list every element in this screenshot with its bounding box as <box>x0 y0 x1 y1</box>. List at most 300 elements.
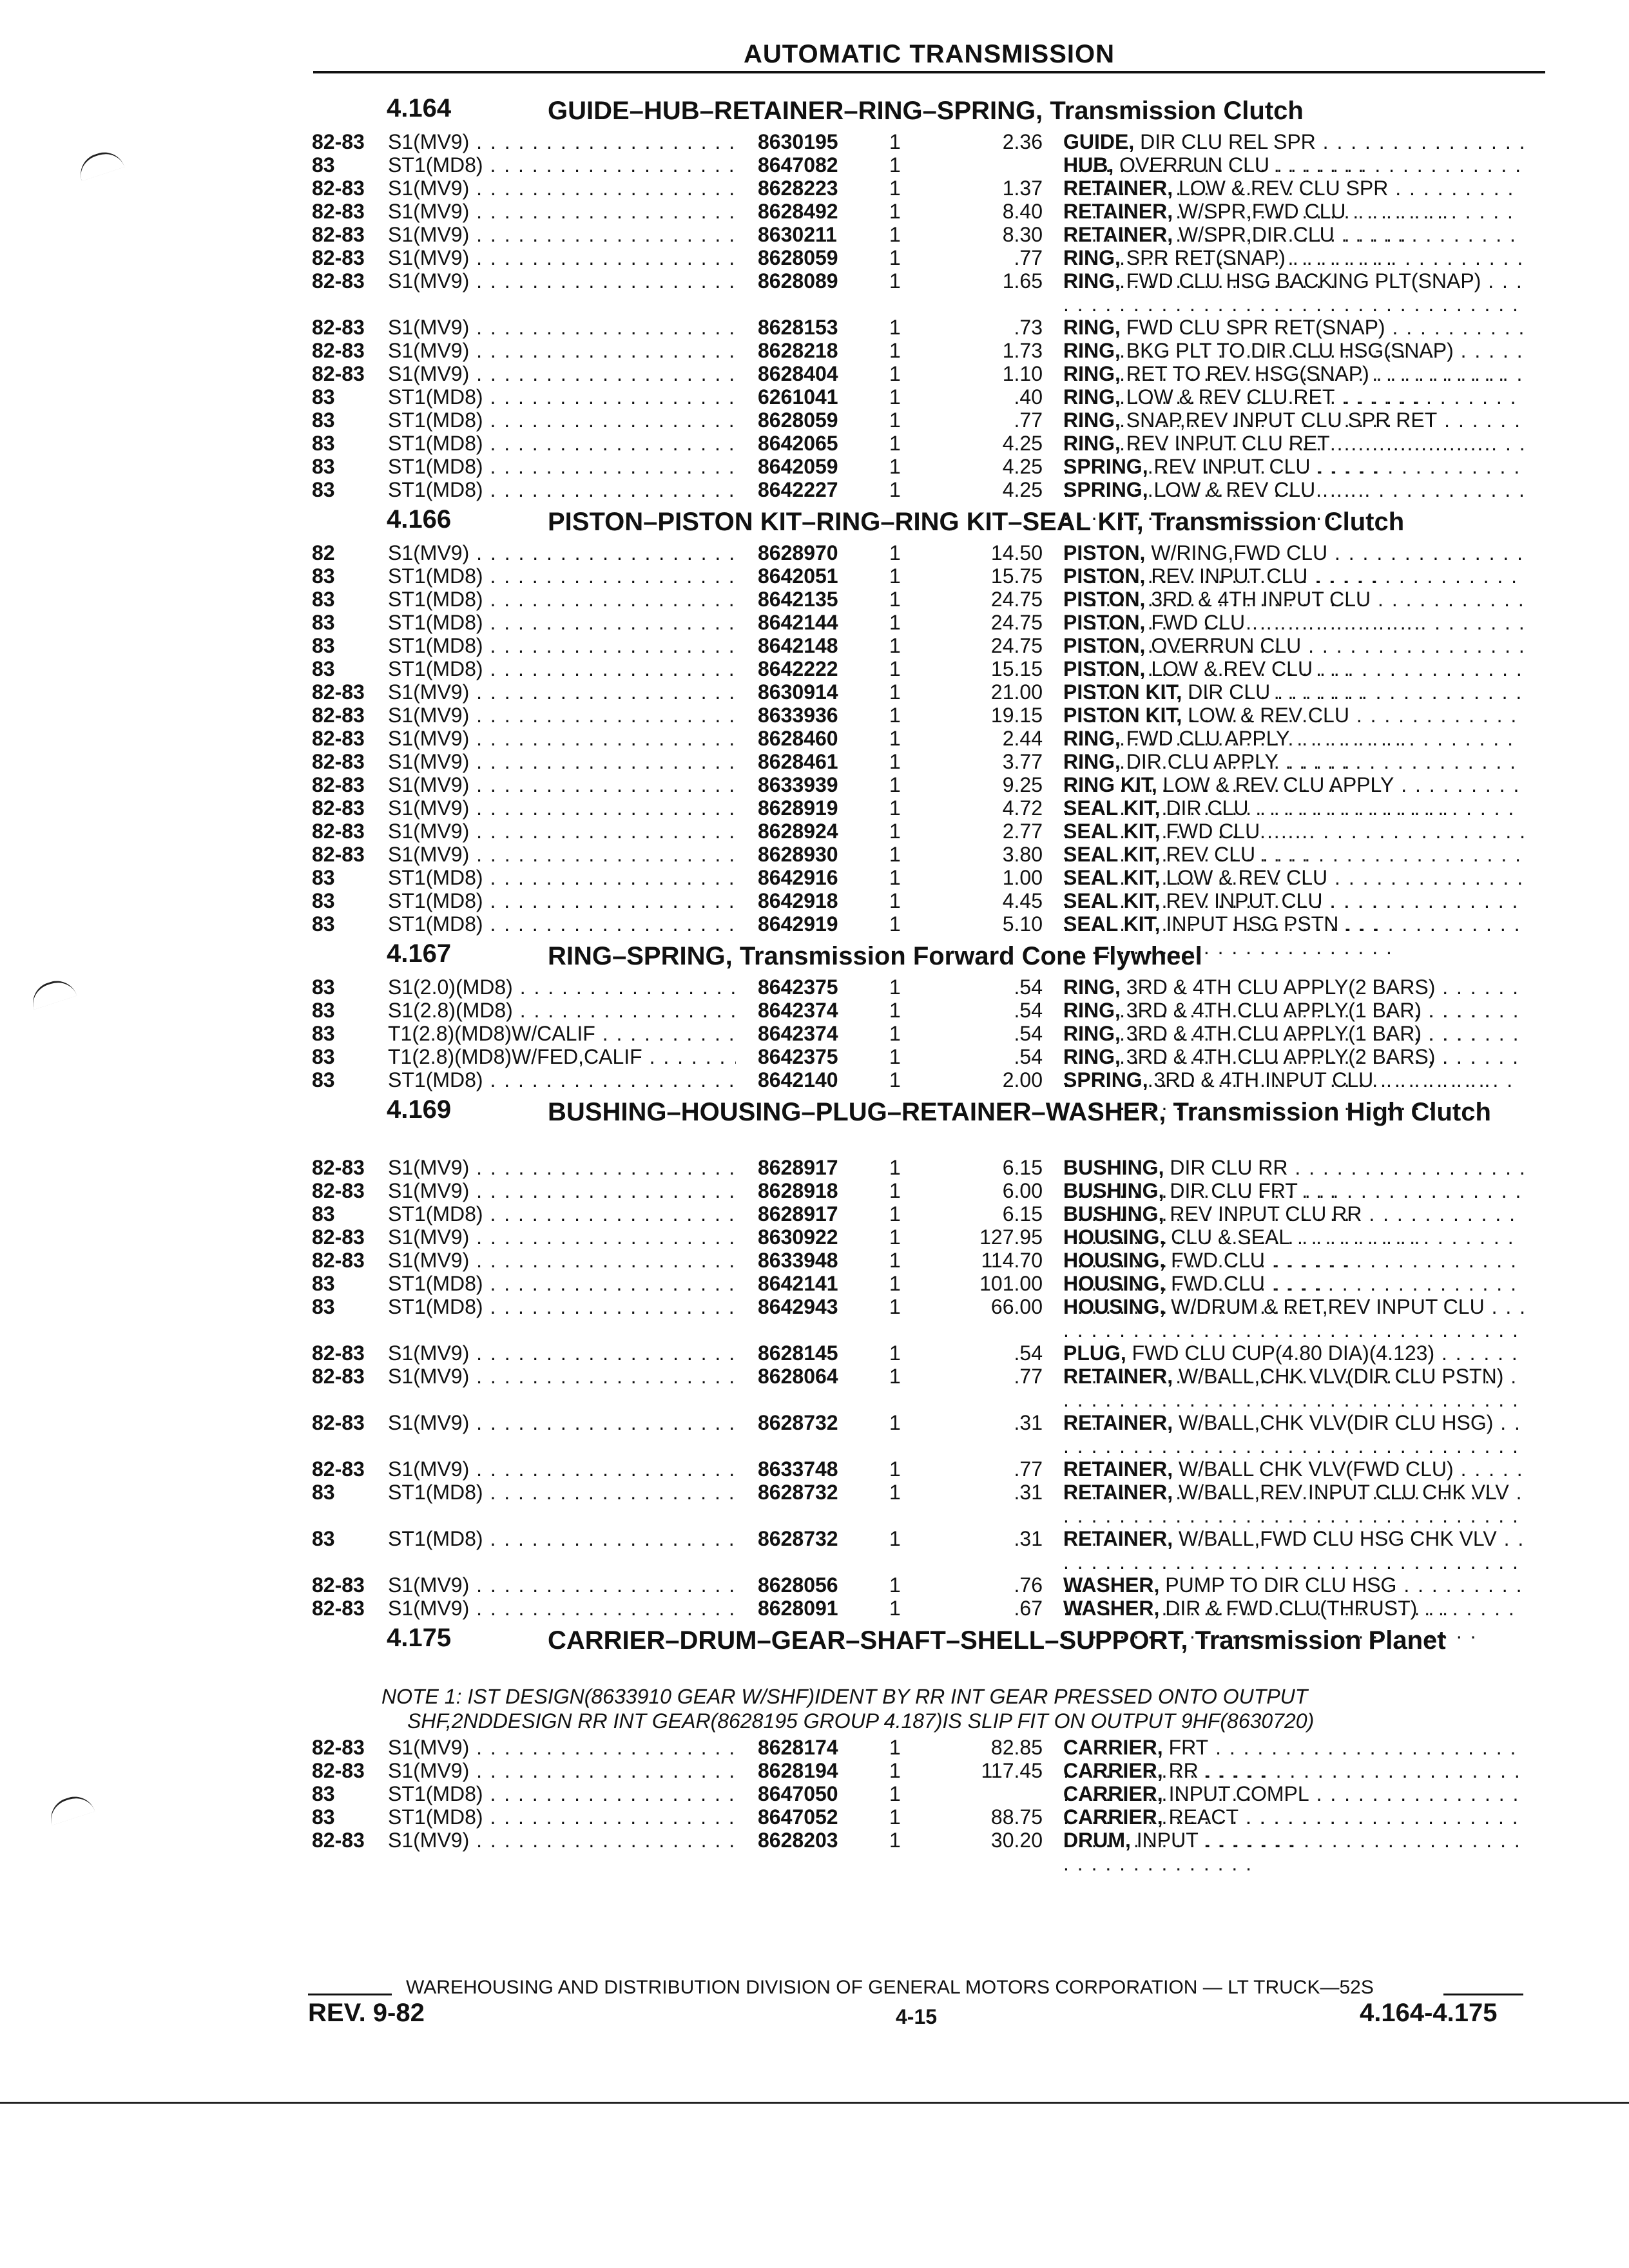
part-detail: DIR & FWD CLU(THRUST) . . . <box>1063 1597 1516 1643</box>
model-code: T1(2.8)(MD8)W/FED,CALIF . . . <box>388 1045 736 1068</box>
model-code: ST1(MD8) . . . <box>388 478 736 501</box>
quantity: 1 <box>889 269 901 293</box>
model-year: 83 <box>312 385 335 408</box>
part-detail: OVERRUN CLU . . . <box>1063 634 1526 680</box>
section-header <box>0 936 1629 975</box>
part-number: 8642140 <box>758 1068 838 1091</box>
parts-row <box>0 1365 1629 1411</box>
part-detail: LOW & REV CLU . . . <box>1063 657 1523 704</box>
parts-row <box>0 704 1629 727</box>
quantity: 1 <box>889 1829 901 1852</box>
model-year: 83 <box>312 1272 335 1295</box>
part-number: 8642916 <box>758 866 838 889</box>
model-code: S1(MV9) . . . <box>388 1156 736 1179</box>
part-number: 8633948 <box>758 1249 838 1272</box>
part-name: SEAL KIT, <box>1063 866 1161 889</box>
quantity: 1 <box>889 223 901 246</box>
part-number: 8628930 <box>758 843 838 866</box>
quantity: 1 <box>889 1736 901 1759</box>
part-name: RETAINER, <box>1063 200 1173 223</box>
price: 88.75 <box>990 1805 1043 1829</box>
model-code: ST1(MD8) . . . <box>388 408 736 432</box>
price: 2.77 <box>1002 820 1043 843</box>
quantity: 1 <box>889 588 901 611</box>
part-number: 8628917 <box>758 1202 838 1225</box>
part-detail: FWD CLU SPR RET(SNAP) . . . <box>1063 316 1525 362</box>
part-name: RETAINER, <box>1063 223 1173 246</box>
model-year: 82-83 <box>312 1249 365 1272</box>
part-detail: FWD CLU . . . <box>1063 1249 1518 1295</box>
part-name: SEAL KIT, <box>1063 889 1161 912</box>
part-name: HOUSING, <box>1063 1225 1166 1249</box>
price: 14.50 <box>990 541 1043 564</box>
quantity: 1 <box>889 432 901 455</box>
part-detail: LOW & REV CLU . . . <box>1063 704 1518 750</box>
quantity: 1 <box>889 1156 901 1179</box>
price: .77 <box>1014 408 1043 432</box>
part-number: 8642144 <box>758 611 838 634</box>
price: 2.44 <box>1002 727 1043 750</box>
part-detail: DIR CLU APPLY . . . <box>1063 750 1517 796</box>
quantity: 1 <box>889 680 901 704</box>
model-code: S1(MV9) . . . <box>388 704 736 727</box>
part-detail: DIR CLU RR . . . <box>1063 1156 1527 1202</box>
quantity: 1 <box>889 1179 901 1202</box>
price: .77 <box>1014 1457 1043 1481</box>
model-year: 83 <box>312 432 335 455</box>
parts-row <box>0 177 1629 200</box>
part-number: 8642374 <box>758 999 838 1022</box>
part-detail: DIR CLU FRT . . . <box>1063 1179 1522 1225</box>
quantity: 1 <box>889 1759 901 1782</box>
section-header <box>0 1091 1629 1156</box>
part-detail: SNAP,REV INPUT CLU SPR RET . . . <box>1063 408 1521 455</box>
part-number: 8628174 <box>758 1736 838 1759</box>
parts-row <box>0 611 1629 634</box>
part-number: 8628089 <box>758 269 838 293</box>
part-number: 8642148 <box>758 634 838 657</box>
quantity: 1 <box>889 1782 901 1805</box>
model-year: 82-83 <box>312 130 365 153</box>
price: 8.40 <box>1002 200 1043 223</box>
model-year: 82-83 <box>312 1225 365 1249</box>
model-year: 83 <box>312 1068 335 1091</box>
parts-row <box>0 1805 1629 1829</box>
price: 1.37 <box>1002 177 1043 200</box>
quantity: 1 <box>889 1045 901 1068</box>
model-year: 82-83 <box>312 1829 365 1852</box>
model-code: ST1(MD8) . . . <box>388 1527 736 1550</box>
model-year: 83 <box>312 1295 335 1318</box>
quantity: 1 <box>889 1365 901 1388</box>
model-code: S1(MV9) . . . <box>388 1829 736 1852</box>
part-name: RING, <box>1063 727 1121 750</box>
part-number: 8642919 <box>758 912 838 936</box>
price: 3.80 <box>1002 843 1043 866</box>
model-code: S1(MV9) . . . <box>388 843 736 866</box>
model-year: 83 <box>312 564 335 588</box>
part-number: 8628919 <box>758 796 838 820</box>
quantity: 1 <box>889 200 901 223</box>
model-code: S1(MV9) . . . <box>388 1249 736 1272</box>
price: 15.75 <box>990 564 1043 588</box>
price: 1.65 <box>1002 269 1043 293</box>
parts-row <box>0 657 1629 680</box>
model-code: ST1(MD8) . . . <box>388 1068 736 1091</box>
price: 6.15 <box>1002 1156 1043 1179</box>
price: .54 <box>1014 975 1043 999</box>
part-name: PISTON, <box>1063 657 1146 680</box>
model-year: 83 <box>312 1022 335 1045</box>
price: 24.75 <box>990 634 1043 657</box>
model-code: ST1(MD8) . . . <box>388 432 736 455</box>
parts-row <box>0 541 1629 564</box>
model-code: S1(MV9) . . . <box>388 1597 736 1620</box>
model-code: ST1(MD8) . . . <box>388 1202 736 1225</box>
model-year: 82-83 <box>312 177 365 200</box>
model-code: S1(MV9) . . . <box>388 1759 736 1782</box>
part-number: 8642375 <box>758 1045 838 1068</box>
part-number: 8628194 <box>758 1759 838 1782</box>
part-number: 8642918 <box>758 889 838 912</box>
quantity: 1 <box>889 541 901 564</box>
part-name: SPRING, <box>1063 1068 1148 1091</box>
part-detail: SPR RET(SNAP) . . . <box>1063 246 1524 293</box>
quantity: 1 <box>889 866 901 889</box>
part-name: RING, <box>1063 1022 1121 1045</box>
model-year: 82-83 <box>312 1597 365 1620</box>
quantity: 1 <box>889 408 901 432</box>
part-number: 8633748 <box>758 1457 838 1481</box>
part-number: 8642141 <box>758 1272 838 1295</box>
part-detail: PUMP TO DIR CLU HSG . . . <box>1063 1573 1523 1620</box>
part-number: 8628059 <box>758 246 838 269</box>
footer-publisher-line: WAREHOUSING AND DISTRIBUTION DIVISION OF GENERAL MOTORS CORPORATION — LT TRUCK—52S <box>406 1977 1374 1998</box>
parts-row <box>0 246 1629 269</box>
quantity: 1 <box>889 1068 901 1091</box>
part-detail: W/BALL CHK VLV(FWD CLU) . . . <box>1063 1457 1524 1504</box>
part-detail: LOW & REV CLU SPR . . . <box>1063 177 1514 223</box>
part-number: 8633939 <box>758 773 838 796</box>
quantity: 1 <box>889 912 901 936</box>
section-number: 4.169 <box>387 1095 452 1124</box>
model-year: 82-83 <box>312 843 365 866</box>
part-detail: LOW & REV CLU . . . <box>1063 866 1524 912</box>
part-name: BUSHING, <box>1063 1156 1164 1179</box>
model-year: 83 <box>312 611 335 634</box>
footer-section-range: 4.164-4.175 <box>1360 1999 1498 2027</box>
parts-row <box>0 1068 1629 1091</box>
part-name: RING, <box>1063 339 1121 362</box>
quantity: 1 <box>889 455 901 478</box>
quantity: 1 <box>889 843 901 866</box>
part-detail: W/SPR,DIR CLU . . . <box>1063 223 1517 269</box>
model-code: ST1(MD8) . . . <box>388 455 736 478</box>
part-detail: INPUT COMPL . . . <box>1063 1782 1519 1829</box>
quantity: 1 <box>889 1527 901 1550</box>
model-year: 82-83 <box>312 1457 365 1481</box>
model-year: 83 <box>312 866 335 889</box>
parts-row <box>0 1481 1629 1527</box>
quantity: 1 <box>889 362 901 385</box>
part-number: 8628732 <box>758 1411 838 1434</box>
part-name: RETAINER, <box>1063 1481 1173 1504</box>
parts-row <box>0 200 1629 223</box>
model-code: S1(MV9) . . . <box>388 1365 736 1388</box>
part-name: HOUSING, <box>1063 1295 1166 1318</box>
parts-row <box>0 1457 1629 1481</box>
price: 4.72 <box>1002 796 1043 820</box>
parts-row <box>0 1022 1629 1045</box>
model-year: 83 <box>312 634 335 657</box>
parts-row <box>0 750 1629 773</box>
parts-row <box>0 408 1629 432</box>
model-code: ST1(MD8) . . . <box>388 1782 736 1805</box>
price: 3.77 <box>1002 750 1043 773</box>
part-name: PLUG, <box>1063 1341 1126 1365</box>
part-detail: DIR CLU REL SPR . . . <box>1063 130 1527 177</box>
part-number: 8628732 <box>758 1481 838 1504</box>
part-name: RING, <box>1063 385 1121 408</box>
price: .67 <box>1014 1597 1043 1620</box>
part-name: RETAINER, <box>1063 177 1173 200</box>
part-detail: W/BALL,CHK VLV(DIR CLU HSG) . . . <box>1063 1411 1521 1481</box>
model-year: 83 <box>312 478 335 501</box>
model-code: ST1(MD8) . . . <box>388 1295 736 1318</box>
part-name: PISTON KIT, <box>1063 680 1182 704</box>
model-year: 82 <box>312 541 335 564</box>
part-detail: 3RD & 4TH CLU APPLY(1 BAR) . . . <box>1063 1022 1519 1068</box>
part-detail: W/BALL,REV INPUT CLU CHK VLV . . . <box>1063 1481 1523 1550</box>
model-code: ST1(MD8) . . . <box>388 153 736 177</box>
model-year: 83 <box>312 1481 335 1504</box>
model-year: 83 <box>312 1045 335 1068</box>
part-detail: FWD CLU . . . <box>1063 820 1527 866</box>
part-name: RING, <box>1063 432 1121 455</box>
parts-row <box>0 843 1629 866</box>
footer-revision: REV. 9-82 <box>308 1999 425 2027</box>
section-number: 4.166 <box>387 505 452 533</box>
part-number: 8628203 <box>758 1829 838 1852</box>
part-number: 8628091 <box>758 1597 838 1620</box>
part-detail: W/RING,FWD CLU . . . <box>1063 541 1524 588</box>
part-detail: RET TO REV HSG(SNAP) . . . <box>1063 362 1523 408</box>
price: 1.00 <box>1002 866 1043 889</box>
part-detail: W/BALL,FWD CLU HSG CHK VLV . . . <box>1063 1527 1525 1597</box>
part-name: SPRING, <box>1063 478 1148 501</box>
price: 127.95 <box>979 1225 1043 1249</box>
model-year: 82-83 <box>312 680 365 704</box>
part-name: RING, <box>1063 999 1121 1022</box>
part-number: 8642375 <box>758 975 838 999</box>
quantity: 1 <box>889 385 901 408</box>
model-year: 82-83 <box>312 269 365 293</box>
price: 2.00 <box>1002 1068 1043 1091</box>
model-code: ST1(MD8) . . . <box>388 889 736 912</box>
model-code: ST1(MD8) . . . <box>388 634 736 657</box>
part-detail: FWD CLU CUP(4.80 DIA)(4.123) . . . <box>1063 1341 1519 1388</box>
part-name: RETAINER, <box>1063 1365 1173 1388</box>
quantity: 1 <box>889 1597 901 1620</box>
model-code: S1(MV9) . . . <box>388 339 736 362</box>
part-number: 8628917 <box>758 1156 838 1179</box>
parts-row <box>0 1573 1629 1597</box>
part-name: HOUSING, <box>1063 1249 1166 1272</box>
quantity: 1 <box>889 339 901 362</box>
price: 5.10 <box>1002 912 1043 936</box>
part-name: DRUM, <box>1063 1829 1131 1852</box>
part-number: 8630211 <box>758 223 837 246</box>
model-code: S1(MV9) . . . <box>388 1573 736 1597</box>
part-detail: CLU & SEAL . . . <box>1063 1225 1515 1272</box>
part-name: SPRING, <box>1063 455 1148 478</box>
part-name: CARRIER, <box>1063 1736 1163 1759</box>
parts-row <box>0 385 1629 408</box>
price: 24.75 <box>990 611 1043 634</box>
model-year: 82-83 <box>312 1341 365 1365</box>
price: .77 <box>1014 246 1043 269</box>
model-year: 82-83 <box>312 200 365 223</box>
parts-row <box>0 432 1629 455</box>
section-title: BUSHING–HOUSING–PLUG–RETAINER–WASHER, Transmission High Clutch <box>548 1098 1491 1126</box>
model-year: 82-83 <box>312 246 365 269</box>
parts-row <box>0 1156 1629 1179</box>
price: 4.45 <box>1002 889 1043 912</box>
model-code: S1(MV9) . . . <box>388 1341 736 1365</box>
part-detail: 3RD & 4TH CLU APPLY(2 BARS) . . . <box>1063 1045 1519 1091</box>
part-name: SEAL KIT, <box>1063 843 1161 866</box>
part-number: 8628145 <box>758 1341 838 1365</box>
part-name: RING, <box>1063 246 1121 269</box>
model-year: 82-83 <box>312 1573 365 1597</box>
model-year: 83 <box>312 1202 335 1225</box>
quantity: 1 <box>889 1411 901 1434</box>
part-detail: FWD CLU HSG BACKING PLT(SNAP) . . . <box>1063 269 1523 339</box>
part-number: 6261041 <box>758 385 838 408</box>
parts-row <box>0 773 1629 796</box>
parts-row <box>0 1411 1629 1457</box>
parts-row <box>0 1736 1629 1759</box>
model-code: S1(MV9) . . . <box>388 177 736 200</box>
model-year: 82-83 <box>312 750 365 773</box>
model-year: 83 <box>312 657 335 680</box>
section-header <box>0 90 1629 130</box>
part-number: 8628918 <box>758 1179 838 1202</box>
price: 82.85 <box>990 1736 1043 1759</box>
part-number: 8647050 <box>758 1782 838 1805</box>
parts-row <box>0 153 1629 177</box>
price: 1.73 <box>1002 339 1043 362</box>
model-code: S1(MV9) . . . <box>388 200 736 223</box>
parts-row <box>0 975 1629 999</box>
parts-row <box>0 1249 1629 1272</box>
part-name: PISTON, <box>1063 564 1146 588</box>
part-detail: FWD CLU . . . <box>1063 1272 1518 1318</box>
model-code: S1(MV9) . . . <box>388 1225 736 1249</box>
model-code: ST1(MD8) . . . <box>388 564 736 588</box>
part-detail: DIR CLU . . . <box>1063 680 1523 727</box>
model-year: 82-83 <box>312 362 365 385</box>
model-year: 82-83 <box>312 796 365 820</box>
price: 9.25 <box>1002 773 1043 796</box>
part-name: RING, <box>1063 408 1121 432</box>
model-year: 82-83 <box>312 223 365 246</box>
quantity: 1 <box>889 773 901 796</box>
model-code: ST1(MD8) . . . <box>388 1272 736 1295</box>
parts-row <box>0 634 1629 657</box>
price: .54 <box>1014 999 1043 1022</box>
parts-row <box>0 478 1629 501</box>
model-year: 83 <box>312 408 335 432</box>
price: 4.25 <box>1002 478 1043 501</box>
quantity: 1 <box>889 1805 901 1829</box>
part-detail: LOW & REV CLU APPLY . . . <box>1063 773 1520 820</box>
quantity: 1 <box>889 1573 901 1597</box>
quantity: 1 <box>889 1481 901 1504</box>
part-number: 8628056 <box>758 1573 838 1597</box>
part-number: 8628732 <box>758 1527 838 1550</box>
part-name: RETAINER, <box>1063 1457 1173 1481</box>
price: .73 <box>1014 316 1043 339</box>
model-year: 82-83 <box>312 339 365 362</box>
parts-row <box>0 316 1629 339</box>
part-name: BUSHING, <box>1063 1179 1164 1202</box>
parts-row <box>0 1341 1629 1365</box>
quantity: 1 <box>889 889 901 912</box>
part-detail: FRT . . . <box>1063 1736 1517 1782</box>
part-number: 8628460 <box>758 727 838 750</box>
part-number: 8628064 <box>758 1365 838 1388</box>
part-detail: REV INPUT CLU RET . . . <box>1063 432 1527 478</box>
part-name: PISTON, <box>1063 611 1146 634</box>
quantity: 1 <box>889 1457 901 1481</box>
model-year: 82-83 <box>312 1365 365 1388</box>
footer-rule-right <box>1443 1994 1523 1995</box>
part-detail: INPUT . . . <box>1063 1829 1521 1875</box>
quantity: 1 <box>889 634 901 657</box>
section-header <box>0 501 1629 541</box>
part-name: GUIDE, <box>1063 130 1135 153</box>
part-name: RETAINER, <box>1063 1527 1173 1550</box>
model-code: S1(MV9) . . . <box>388 362 736 385</box>
model-code: S1(MV9) . . . <box>388 130 736 153</box>
part-detail: W/BALL,CHK VLV(DIR CLU PSTN) . . . <box>1063 1365 1519 1434</box>
model-year: 82-83 <box>312 704 365 727</box>
model-code: S1(MV9) . . . <box>388 796 736 820</box>
quantity: 1 <box>889 1341 901 1365</box>
model-code: S1(MV9) . . . <box>388 1457 736 1481</box>
parts-row <box>0 130 1629 153</box>
model-year: 83 <box>312 889 335 912</box>
part-name: SEAL KIT, <box>1063 820 1161 843</box>
model-code: ST1(MD8) . . . <box>388 657 736 680</box>
part-number: 8630195 <box>758 130 838 153</box>
price: 66.00 <box>990 1295 1043 1318</box>
part-number: 8647082 <box>758 153 838 177</box>
note-line: SHF,2NDDESIGN RR INT GEAR(8628195 GROUP 4.187)IS SLIP FIT ON OUTPUT 9HF(8630720) <box>407 1709 1315 1733</box>
model-year: 83 <box>312 1527 335 1550</box>
model-code: ST1(MD8) . . . <box>388 1481 736 1504</box>
part-name: RING, <box>1063 975 1121 999</box>
part-detail: REV INPUT CLU . . . <box>1063 564 1518 611</box>
model-year: 82-83 <box>312 820 365 843</box>
parts-sections <box>0 90 1629 1852</box>
quantity: 1 <box>889 564 901 588</box>
model-code: S1(MV9) . . . <box>388 750 736 773</box>
part-number: 8628223 <box>758 177 838 200</box>
part-name: RING, <box>1063 316 1121 339</box>
model-code: S1(MV9) . . . <box>388 223 736 246</box>
